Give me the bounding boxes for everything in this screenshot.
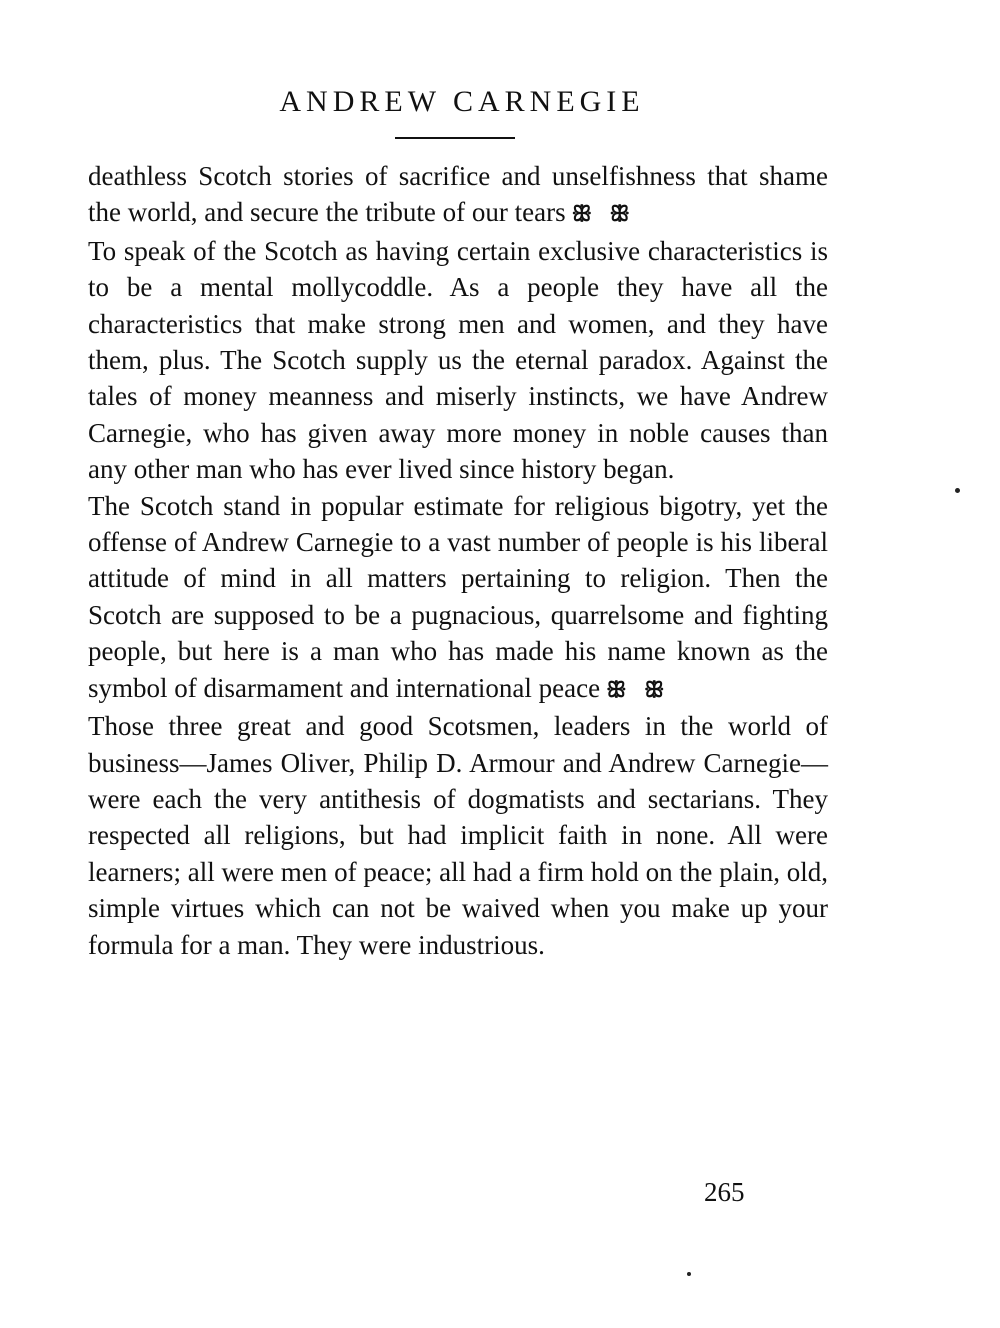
book-page: [88, 0, 828, 1328]
paragraph-3-text: The Scotch stand in popular estimate for religious bigotry, yet the offense of Andrew Carnegie to a vast number of people is his liberal attitude of mind in all matters pertaining to religion. Then the Scotch are supposed to be a pugnacious, quarrelsome and fighting people, but here is a man who has made his name known as the symbol of disarmament and international peace: [88, 490, 828, 703]
ink-speck: [687, 1272, 691, 1276]
paragraph-2-text: To speak of the Scotch as having certain exclusive characteristics is to be a mental mollycoddle. As a people they have all the characteristics that make strong men and women, and they have them, plus. The Scotch supply us the eternal paradox. Against the tales of money meanness and miserly instincts, we have Andrew Carnegie, who has given away more money in noble causes than any other man who has ever lived since history began.: [88, 235, 828, 485]
paragraph-1-text: deathless Scotch stories of sacrifice and unselfishness that shame the world, and secure the tribute of our tears: [88, 161, 828, 228]
ink-speck: [955, 488, 960, 493]
paragraph-3: [88, 488, 828, 708]
paragraph-1: [88, 158, 828, 233]
paragraph-2: [88, 233, 828, 488]
paragraph-4: [88, 708, 828, 963]
section-ornament-icon: ꕥ ꕥ: [606, 676, 671, 702]
title-rule: [395, 137, 515, 139]
running-title: ANDREW CARNEGIE: [279, 85, 645, 118]
page-number: 265: [704, 1177, 745, 1207]
section-ornament-icon: ꕥ ꕥ: [571, 201, 636, 227]
paragraph-4-text: Those three great and good Scotsmen, leaders in the world of business—James Oliver, Philip D. Armour and Andrew Carnegie—were each the very antithesis of dogmatists and sectarians. They respected all religions, but had implicit faith in none. All were learners; all were men of peace; all had a firm hold on the plain, old, simple virtues which can not be waived when you make up your formula for a man. They were industrious.: [88, 711, 828, 960]
body-text: [88, 158, 828, 963]
